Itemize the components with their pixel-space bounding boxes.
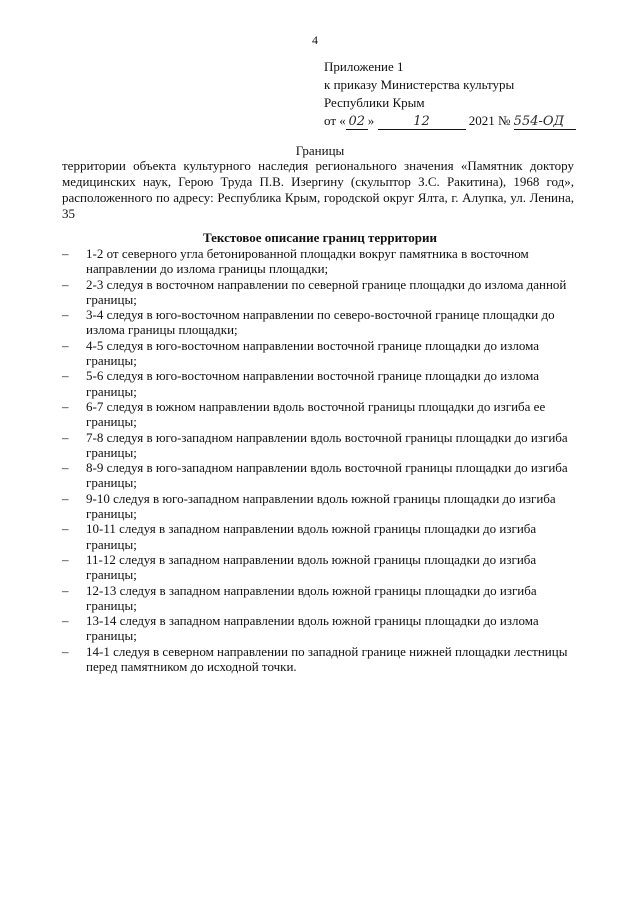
list-item-text: 5-6 следуя в юго-восточном направлении восточной границе площадки до излома границы; (86, 368, 540, 399)
list-item-text: 12-13 следуя в западном направлении вдоль южной границы площадки до изгиба границы; (86, 582, 537, 613)
boundary-list (62, 246, 582, 674)
page-number: 4 (312, 33, 318, 47)
list-dash: – (62, 429, 69, 445)
list-dash: – (62, 368, 69, 384)
list-dash: – (62, 276, 69, 292)
list-dash: – (62, 307, 69, 323)
list-item (62, 644, 582, 675)
list-item (62, 552, 582, 583)
list-dash: – (62, 613, 69, 629)
section-heading: Текстовое описание границ территории (202, 230, 438, 245)
document-subtitle: территории объекта культурного наследия регионального значения «Памятник доктору медицинских наук, Герою Труда П.В. Изергину (скульптор З.С. Ракитина), 1968 год», расположенного по адресу: Республика Крым, городской округ Ялта, г. Алупка, ул. Ленина, 35 (62, 158, 574, 221)
order-prefix: от « (324, 113, 346, 128)
list-item-text: 6-7 следуя в южном направлении вдоль восточной границы площадки до изгиба ее границы; (86, 398, 546, 430)
list-item-text: 10-11 следуя в западном направлении вдоль южной границы площадки до изгиба границы; (86, 521, 537, 552)
appendix-header (324, 58, 594, 130)
list-dash: – (62, 398, 69, 414)
list-dash: – (62, 551, 69, 567)
list-item-text: 13-14 следуя в западном направлении вдоль южной границы площадки до излома границы; (86, 613, 539, 644)
appendix-line-2: к приказу Министерства культуры (324, 77, 515, 92)
order-year: 2021 № (468, 113, 511, 128)
list-item (62, 491, 582, 522)
list-item-text: 4-5 следуя в юго-восточном направлении восточной границе площадки до излома границы; (86, 337, 540, 369)
list-dash: – (62, 337, 69, 353)
order-month: 12 (413, 114, 430, 129)
list-item-text: 11-12 следуя в западном направлении вдоль южной границы площадки до изгиба границы; (86, 551, 537, 583)
list-item (62, 583, 582, 614)
list-item-text: 1-2 от северного угла бетонированной площадки вокруг памятника в восточном направлении до излома границы площадки; (86, 246, 529, 277)
list-dash: – (62, 490, 69, 506)
order-date-line (324, 112, 594, 130)
list-item-text: 2-3 следуя в восточном направлении по северной границе площадки до излома данной границы; (86, 276, 567, 307)
list-item-text: 14-1 следуя в северном направлении по западной границе нижней площадки лестницы перед памятником до исходной точки. (86, 643, 568, 675)
list-item (62, 368, 582, 399)
order-mid: » (367, 113, 375, 128)
list-item-text: 7-8 следуя в юго-западном направлении вдоль восточной границы площадки до изгиба границы; (86, 429, 568, 460)
list-item (62, 521, 582, 552)
order-day: 02 (348, 114, 366, 129)
list-item (62, 399, 582, 430)
document-title: Границы (295, 143, 345, 158)
list-item-text: 3-4 следуя в юго-восточном направлении по северо-восточной границе площадки до излома границы площадки; (86, 307, 555, 338)
list-item (62, 613, 582, 644)
list-item-text: 8-9 следуя в юго-западном направлении вдоль восточной границы площадки до изгиба границы; (86, 460, 568, 491)
list-item (62, 246, 582, 277)
list-dash: – (62, 246, 69, 261)
list-dash: – (62, 460, 69, 476)
list-dash: – (62, 643, 69, 659)
list-item (62, 430, 582, 461)
list-item (62, 338, 582, 369)
appendix-line-3: Республики Крым (324, 95, 425, 110)
list-item (62, 307, 582, 338)
list-item (62, 277, 582, 308)
order-number: 554-ОД (513, 114, 565, 129)
list-dash: – (62, 582, 69, 598)
list-item-text: 9-10 следуя в юго-западном направлении вдоль южной границы площадки до изгиба границы; (86, 490, 556, 522)
list-dash: – (62, 521, 69, 537)
list-item (62, 460, 582, 491)
appendix-line-1: Приложение 1 (324, 59, 404, 74)
